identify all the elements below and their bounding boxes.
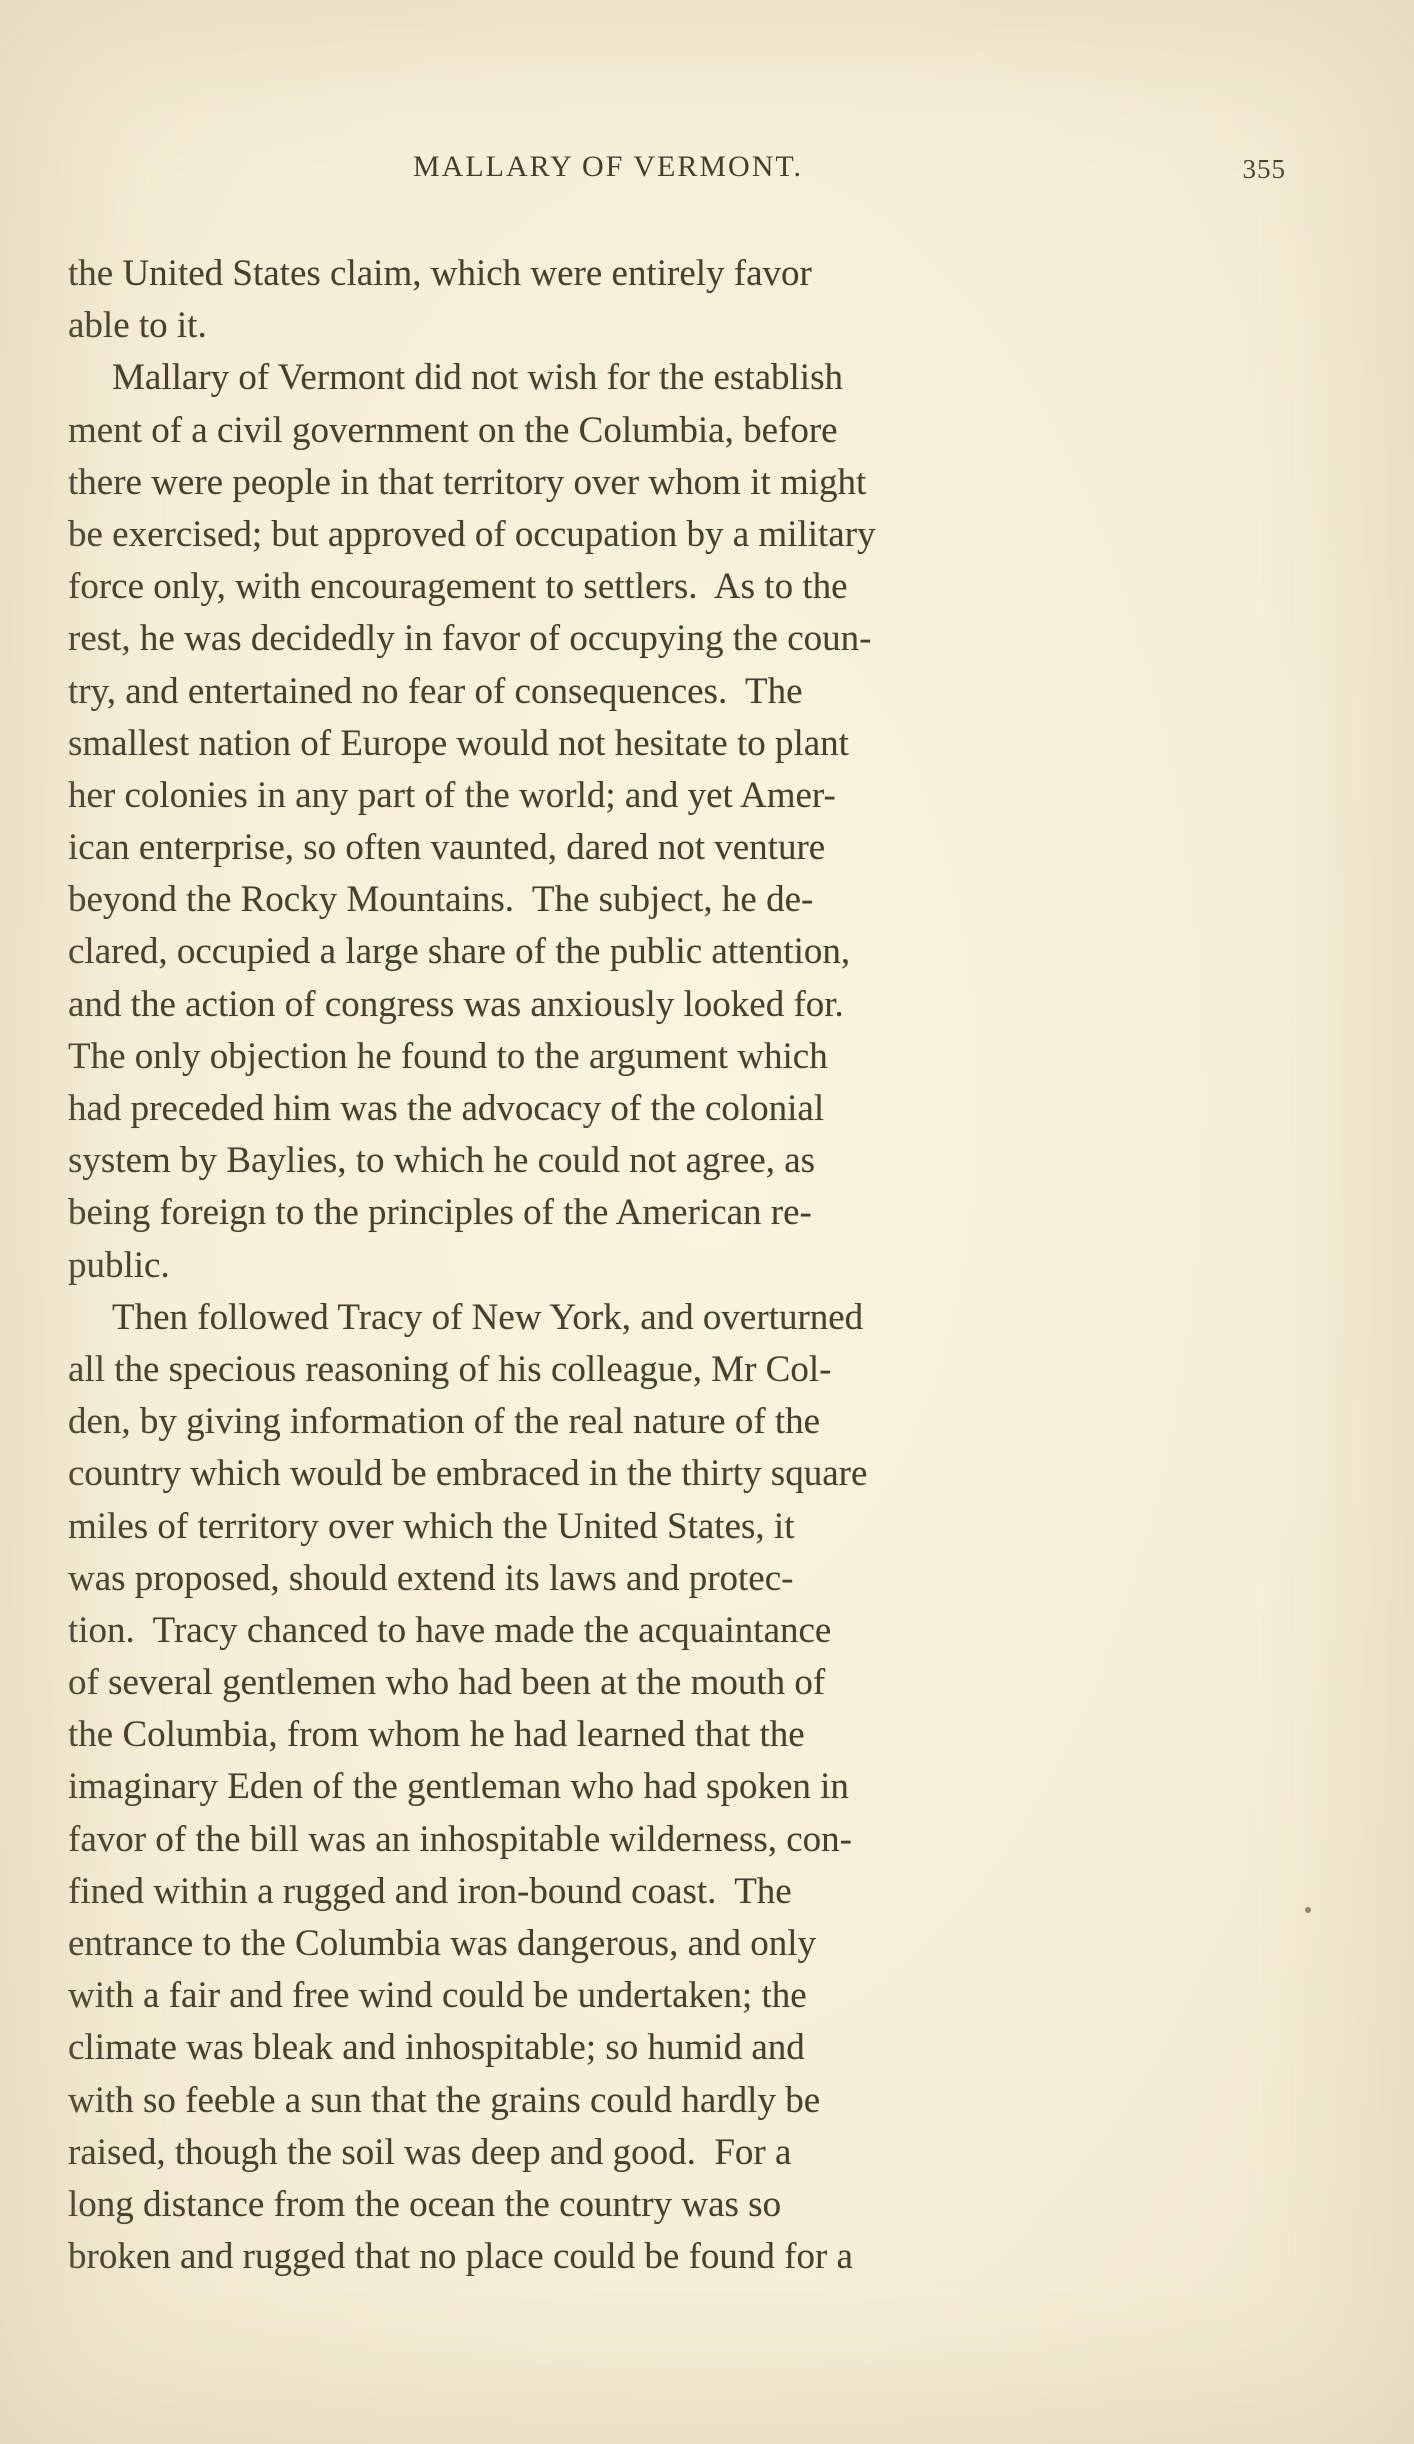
body-line: den, by giving information of the real nature of the <box>68 1401 821 1443</box>
body-line: miles of territory over which the United States, it <box>68 1505 795 1547</box>
body-line: all the specious reasoning of his colleague, Mr Col- <box>68 1348 832 1390</box>
body-line: with a fair and free wind could be undertaken; the <box>68 1975 807 2017</box>
page-content <box>68 150 1348 2283</box>
body-line: public. <box>68 1244 170 1286</box>
body-line: of several gentlemen who had been at the mouth of <box>68 1662 826 1704</box>
body-line: and the action of congress was anxiously looked for. <box>68 983 844 1025</box>
body-line: favor of the bill was an inhospitable wilderness, con- <box>68 1818 852 1860</box>
body-line: Then followed Tracy of New York, and overturned <box>112 1296 864 1338</box>
body-line: broken and rugged that no place could be found for a <box>68 2236 853 2278</box>
body-line: ican enterprise, so often vaunted, dared not venture <box>68 827 826 869</box>
body-line: try, and entertained no fear of consequences. The <box>68 670 803 712</box>
body-line: the Columbia, from whom he had learned that the <box>68 1714 805 1756</box>
ink-speck <box>1305 1907 1311 1913</box>
body-line: fined within a rugged and iron-bound coast. The <box>68 1870 792 1912</box>
body-line: ment of a civil government on the Columbia, before <box>68 409 838 451</box>
body-line: entrance to the Columbia was dangerous, and only <box>68 1923 817 1964</box>
page-number: 355 <box>1242 154 1286 184</box>
body-line: able to it. <box>68 305 207 347</box>
body-line: tion. Tracy chanced to have made the acquaintance <box>68 1609 832 1651</box>
body-line: her colonies in any part of the world; and yet Amer- <box>68 774 836 816</box>
body-line: beyond the Rocky Mountains. The subject, he de- <box>68 879 814 921</box>
body-line: Mallary of Vermont did not wish for the establish <box>112 357 843 399</box>
body-line: rest, he was decidedly in favor of occupying the coun- <box>68 618 872 660</box>
page-header <box>413 150 1286 204</box>
body-line: being foreign to the principles of the American re- <box>68 1192 812 1234</box>
body-text <box>68 248 1278 2283</box>
body-line: there were people in that territory over whom it might <box>68 461 867 503</box>
body-line: imaginary Eden of the gentleman who had spoken in <box>68 1766 849 1808</box>
body-line: be exercised; but approved of occupation by a military <box>68 513 876 555</box>
body-line: with so feeble a sun that the grains could hardly be <box>68 2079 821 2121</box>
body-line: force only, with encouragement to settlers. As to the <box>68 566 848 608</box>
body-line: smallest nation of Europe would not hesitate to plant <box>68 722 849 764</box>
body-line: was proposed, should extend its laws and protec- <box>68 1557 794 1599</box>
body-line: clared, occupied a large share of the public attention, <box>68 931 851 973</box>
body-line: The only objection he found to the argument which <box>68 1035 828 1077</box>
body-line: long distance from the ocean the country was so <box>68 2183 782 2225</box>
running-title: MALLARY OF VERMONT. <box>413 150 803 183</box>
body-line: the United States claim, which were entirely favor <box>68 253 812 294</box>
body-line: country which would be embraced in the thirty square <box>68 1453 868 1495</box>
body-line: system by Baylies, to which he could not agree, as <box>68 1140 816 1182</box>
body-line: had preceded him was the advocacy of the colonial <box>68 1088 825 1129</box>
body-line: climate was bleak and inhospitable; so humid and <box>68 2027 805 2069</box>
body-line: raised, though the soil was deep and good. For a <box>68 2131 792 2173</box>
